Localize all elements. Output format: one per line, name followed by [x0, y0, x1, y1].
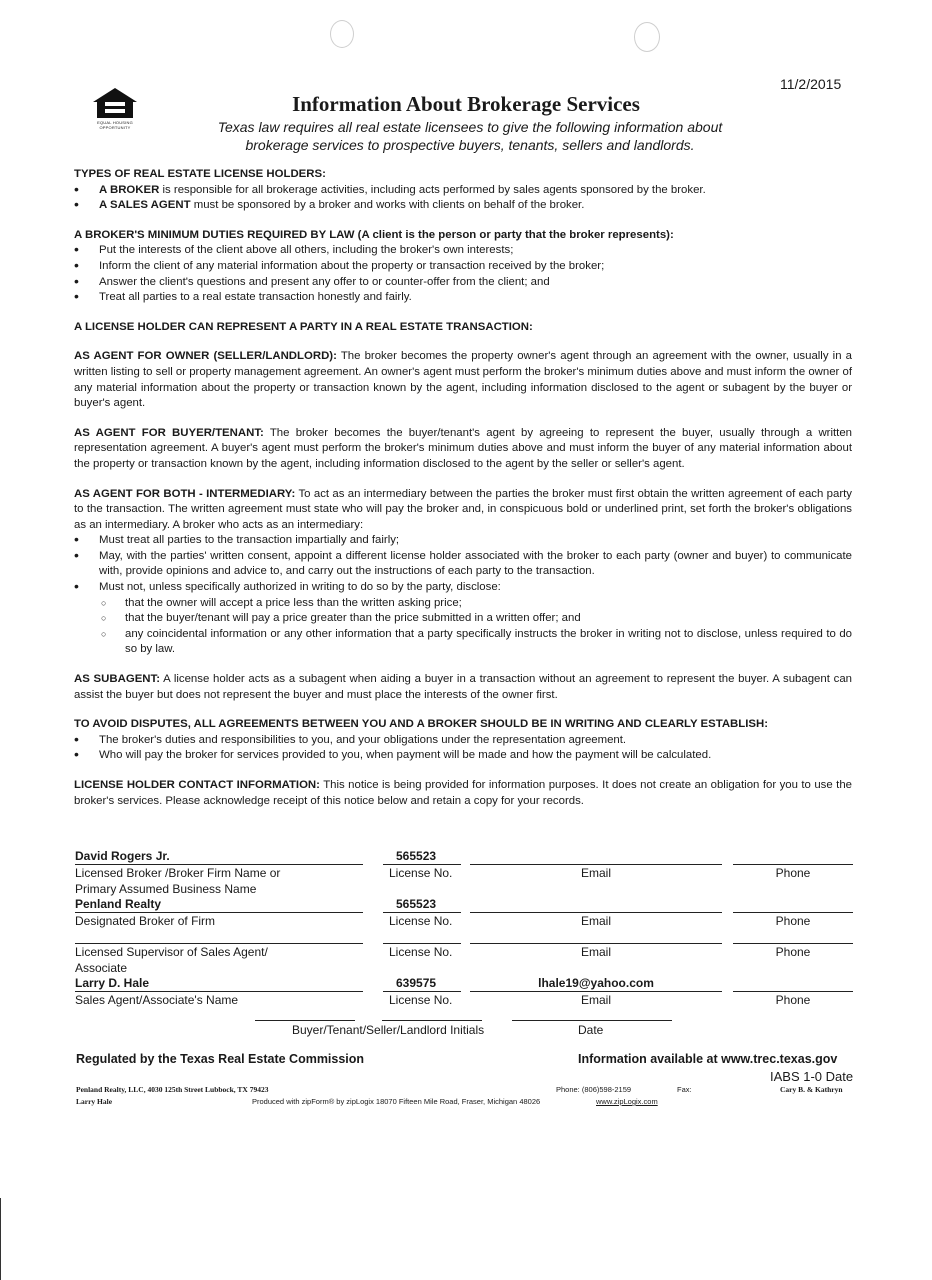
intermediary-sublist	[99, 596, 852, 658]
date-line[interactable]	[512, 1020, 672, 1021]
broker-name-caption: Licensed Broker /Broker Firm Name or	[75, 866, 281, 880]
types-list	[74, 183, 852, 214]
list-item: • Who will pay the broker for services provided to you, when payment will be made and how the payment will be calculated.	[74, 748, 852, 764]
document-subtitle	[180, 118, 760, 154]
page-edge-mark	[0, 1198, 1, 1280]
footer-fax: Fax:	[677, 1085, 692, 1094]
punch-hole-right	[634, 22, 660, 52]
initials-line-2[interactable]	[382, 1020, 482, 1021]
iabs-date: IABS 1-0 Date	[770, 1069, 854, 1084]
sales-agent-license: 639575	[396, 976, 437, 990]
document-title: Information About Brokerage Services	[292, 92, 640, 116]
trec-info: Information available at www.trec.texas.gov	[578, 1052, 838, 1066]
supervisor-email-caption: Email	[580, 945, 611, 959]
designated-broker-license: 565523	[396, 897, 437, 911]
sales-agent-caption: Sales Agent/Associate's Name	[75, 993, 239, 1007]
list-item: • Must treat all parties to the transaction impartially and fairly;	[74, 533, 852, 549]
list-item: • Must not, unless specifically authorized in writing to do so by the party, disclose: ○ that the owner will accept a price less than the written asking price; ○ that the buyer/tenant will pay a price greater than the price submitted in a written offer; and ○ any coincidental information or any other information that a party specifically instructs the broker in writing not to disclose, unless required to do so by law.	[74, 580, 852, 658]
sub-list-item: ○ that the owner will accept a price less than the written asking price;	[99, 596, 852, 612]
duties-heading: A BROKER'S MINIMUM DUTIES REQUIRED BY LAW (A client is the person or party that the broker represents):	[74, 228, 674, 241]
footer-produced: Produced with zipForm® by zipLogix 18070 Fifteen Mile Road, Fraser, Michigan 48026	[252, 1097, 541, 1106]
sales-agent-name: Larry D. Hale	[75, 976, 150, 990]
duties-list	[74, 243, 852, 305]
footer-phone: Phone: (806)598-2159	[556, 1085, 632, 1094]
list-item: • Inform the client of any material information about the property or transaction received by the broker;	[74, 259, 852, 275]
footer-company: Penland Realty, LLC, 4030 125th Street Lubbock, TX 79423	[76, 1085, 269, 1094]
list-item: • A BROKER is responsible for all brokerage activities, including acts performed by sales agents sponsored by the broker.	[74, 183, 852, 199]
intermediary-list	[74, 533, 852, 658]
designated-broker-caption: Designated Broker of Firm	[75, 914, 216, 928]
disputes-heading: TO AVOID DISPUTES, ALL AGREEMENTS BETWEEN YOU AND A BROKER SHOULD BE IN WRITING AND CLEARLY ESTABLISH:	[74, 718, 769, 731]
subagent-paragraph: AS SUBAGENT: A license holder acts as a subagent when aiding a buyer in a transaction without an agreement to represent the buyer. A subagent can assist the buyer but does not represent the buyer and must place the interests of the owner first.	[74, 673, 852, 701]
owner-agent-paragraph: AS AGENT FOR OWNER (SELLER/LANDLORD): The broker becomes the property owner's agent through an agreement with the owner, usually in a written listing to sell or property management agreement. An owner's agent must perform the broker's minimum duties above and must inform the owner of any material information about the property or transaction known by the agent, including information disclosed to the agent or subagent by the buyer or buyer's agent.	[74, 350, 853, 410]
list-item: • Treat all parties to a real estate transaction honestly and fairly.	[74, 290, 852, 306]
sales-agent-email: lhale19@yahoo.com	[538, 976, 654, 990]
represent-heading: A LICENSE HOLDER CAN REPRESENT A PARTY IN A REAL ESTATE TRANSACTION:	[74, 320, 533, 333]
initials-line-1[interactable]	[255, 1020, 355, 1021]
list-item: • May, with the parties' written consent, appoint a different license holder associated with the broker to each party (owner and buyer) to communicate with, provide opinions and advice to, and carry out the instructions of each party to the transaction.	[74, 549, 852, 580]
designated-broker-name: Penland Realty	[75, 897, 162, 911]
list-item: • The broker's duties and responsibilities to you, and your obligations under the representation agreement.	[74, 733, 852, 749]
supervisor-phone-caption: Phone	[775, 945, 811, 959]
types-heading: TYPES OF REAL ESTATE LICENSE HOLDERS:	[74, 168, 326, 180]
equal-housing-caption: EQUAL HOUSING OPPORTUNITY	[97, 120, 133, 130]
list-item: • Answer the client's questions and present any offer to or counter-offer from the client; and	[74, 275, 852, 291]
sub-list-item: ○ any coincidental information or any other information that a party specifically instructs the broker in writing not to disclose, unless required to do so by law.	[99, 627, 852, 658]
list-item: • Put the interests of the client above all others, including the broker's own interests;	[74, 243, 852, 259]
subtitle-line-2: brokerage services to prospective buyers, tenants, sellers and landlords.	[245, 137, 695, 153]
designated-broker-license-caption: License No.	[389, 914, 453, 928]
designated-broker-email-caption: Email	[580, 914, 611, 928]
supervisor-license-caption: License No.	[389, 945, 453, 959]
supervisor-caption: Licensed Supervisor of Sales Agent/	[75, 945, 268, 959]
footer-client: Cary B. & Kathryn	[780, 1085, 843, 1094]
broker-name-caption-2: Primary Assumed Business Name	[75, 882, 257, 896]
broker-email-caption: Email	[580, 866, 611, 880]
date-caption: Date	[578, 1023, 604, 1037]
subtitle-line-1: Texas law requires all real estate licensees to give the following information about	[217, 119, 723, 135]
punch-hole-left	[330, 20, 354, 48]
broker-phone-caption: Phone	[775, 866, 811, 880]
sales-agent-email-caption: Email	[580, 993, 611, 1007]
footer-website-link[interactable]: www.zipLogix.com	[596, 1097, 658, 1106]
list-item: • A SALES AGENT must be sponsored by a broker and works with clients on behalf of the broker.	[74, 198, 852, 214]
disputes-list	[74, 733, 852, 764]
sales-agent-phone-caption: Phone	[775, 993, 811, 1007]
broker-name: David Rogers Jr.	[75, 849, 170, 863]
broker-license-caption: License No.	[389, 866, 453, 880]
document-date: 11/2/2015	[780, 76, 842, 92]
footer-agent: Larry Hale	[76, 1097, 113, 1106]
broker-license: 565523	[396, 849, 437, 863]
initials-caption: Buyer/Tenant/Seller/Landlord Initials	[292, 1023, 485, 1037]
buyer-agent-paragraph: AS AGENT FOR BUYER/TENANT: The broker becomes the buyer/tenant's agent by agreeing to represent the buyer, usually through a written representation agreement. A buyer's agent must perform the broker's minimum duties above and must inform the buyer of any material information about the property or transaction known by the agent, including information disclosed to the agent by the seller or seller's agent.	[74, 426, 852, 470]
contact-paragraph: LICENSE HOLDER CONTACT INFORMATION: This notice is being provided for information purposes. It does not create an obligation for you to use the broker's services. Please acknowledge receipt of this notice below and retain a copy for your records.	[74, 779, 852, 807]
designated-broker-phone-caption: Phone	[775, 914, 811, 928]
document-body	[74, 167, 852, 809]
sub-list-item: ○ that the buyer/tenant will pay a price greater than the price submitted in a written offer; and	[99, 611, 852, 627]
supervisor-caption-2: Associate	[75, 961, 128, 975]
intermediary-paragraph: AS AGENT FOR BOTH - INTERMEDIARY: To act as an intermediary between the parties the broker must first obtain the written agreement of each party to the transaction. The written agreement must state who will pay the broker and, in conspicuous bold or underlined print, set forth the broker's obligations as an intermediary. A broker who acts as an intermediary:	[74, 487, 852, 531]
regulator-note: Regulated by the Texas Real Estate Commission	[76, 1052, 365, 1066]
sales-agent-license-caption: License No.	[389, 993, 453, 1007]
